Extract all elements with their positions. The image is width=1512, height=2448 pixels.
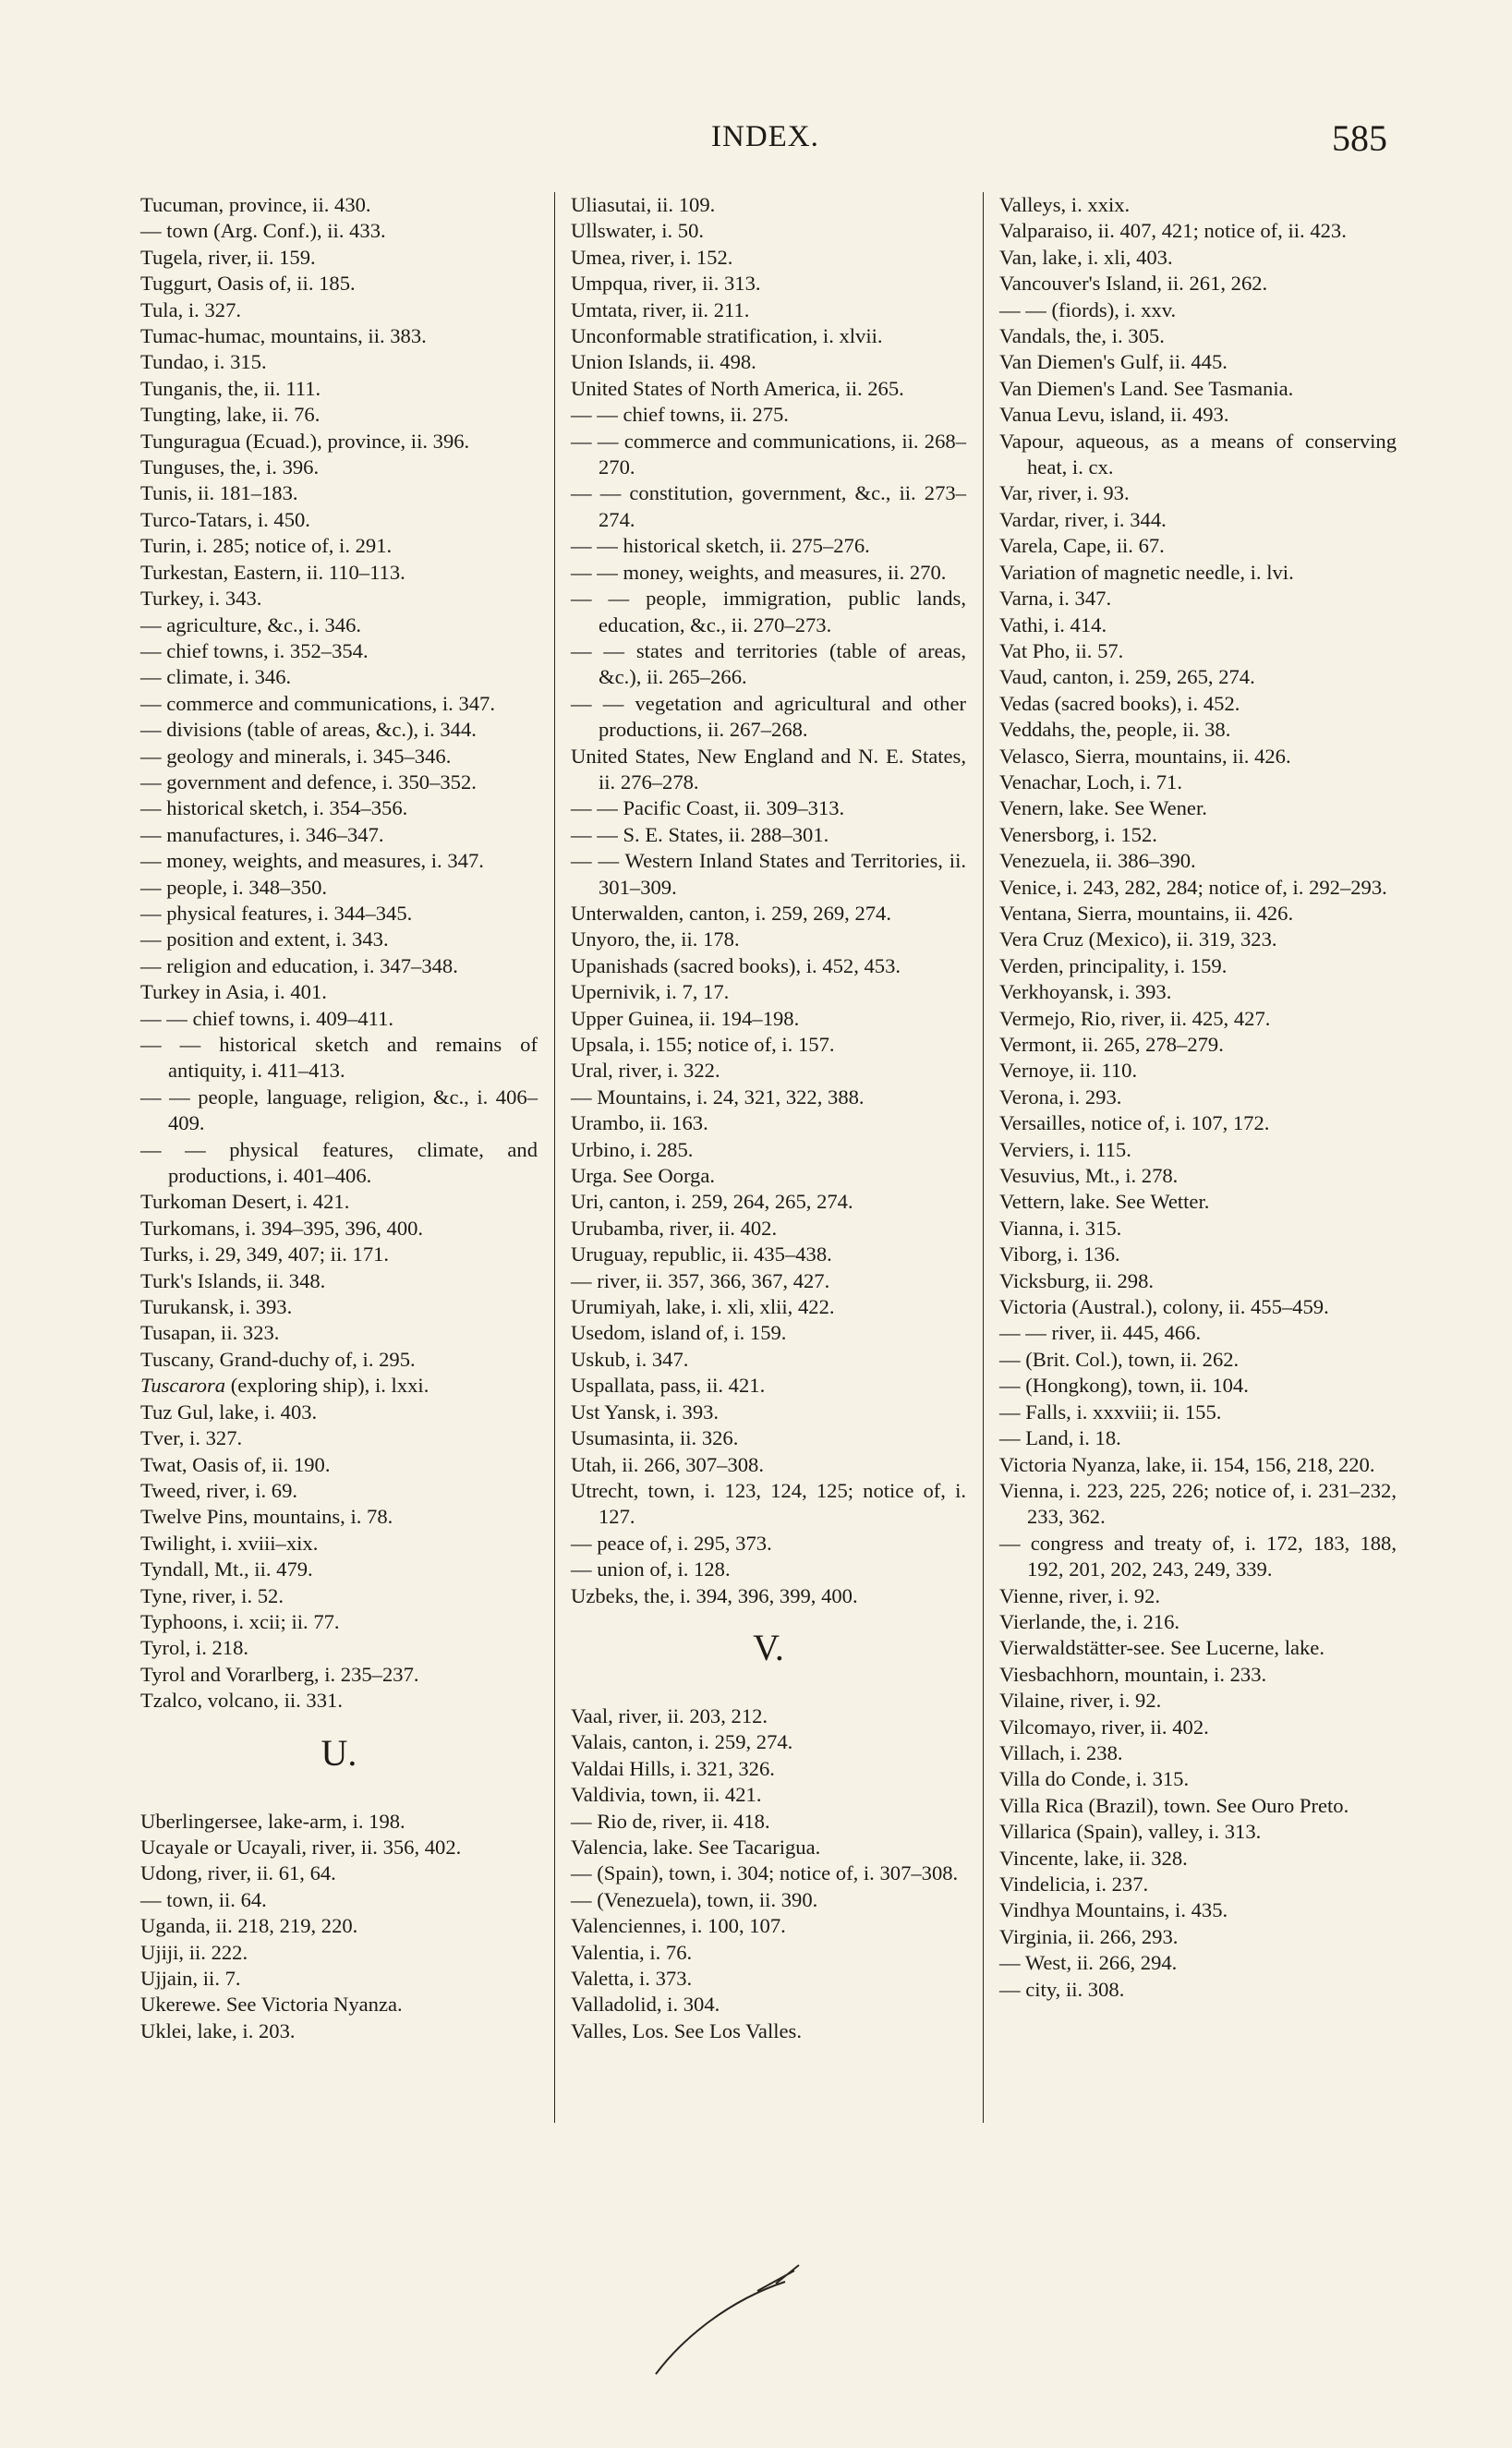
index-entry: Uklei, lake, i. 203. [140,2018,296,2042]
index-entry: — river, ii. 357, 366, 367, 427. [571,1268,830,1292]
index-entry: — physical features, i. 344–345. [140,901,413,925]
index-entry: — — historical sketch and remains of antiquity, i. 411–413. [140,1033,538,1083]
index-entry: Turco-Tatars, i. 450. [140,507,310,531]
index-entry: Tuggurt, Oasis of, ii. 185. [140,272,356,296]
index-entry: Tyndall, Mt., ii. 479. [140,1557,313,1582]
index-column-2 [571,192,966,2044]
index-entry: Vesuvius, Mt., i. 278. [999,1164,1179,1188]
index-entry: Umea, river, i. 152. [571,245,733,269]
index-entry: — — people, immigration, public lands, education, &c., ii. 270–273. [571,587,966,636]
index-entry: Vienne, river, i. 92. [999,1583,1161,1607]
index-entry: — — Pacific Coast, ii. 309–313. [571,796,845,820]
index-entry: Vaud, canton, i. 259, 265, 274. [999,665,1255,689]
index-entry: Tzalco, volcano, ii. 331. [140,1689,343,1713]
entry-list [999,192,1397,2003]
index-entry: Tver, i. 327. [140,1426,243,1450]
index-entry: Usumasinta, ii. 326. [571,1426,739,1450]
index-entry: Tunis, ii. 181–183. [140,481,298,505]
index-entry: Verden, principality, i. 159. [999,953,1228,977]
index-entry: Venersborg, i. 152. [999,822,1157,846]
index-entry: Vindhya Mountains, i. 435. [999,1898,1228,1922]
index-entry: Tusapan, ii. 323. [140,1321,280,1345]
index-entry: Valles, Los. See Los Valles. [571,2018,802,2042]
index-entry: Virginia, ii. 266, 293. [999,1924,1179,1948]
index-entry: Valetta, i. 373. [571,1967,693,1990]
index-entry: Van Diemen's Gulf, ii. 445. [999,350,1228,374]
index-entry: — Mountains, i. 24, 321, 322, 388. [571,1085,865,1109]
index-entry: — divisions (table of areas, &c.), i. 344. [140,718,477,742]
index-entry: Villa Rica (Brazil), town. See Ouro Preto. [999,1793,1349,1817]
index-entry: Vicksburg, ii. 298. [999,1268,1155,1292]
index-entry: — people, i. 348–350. [140,875,328,899]
letter-heading: V. [753,1626,784,1668]
index-entry: Varna, i. 347. [999,587,1112,611]
entry-list [571,192,966,1609]
index-column-3 [999,192,1397,2003]
index-entry: — geology and minerals, i. 345–346. [140,744,452,768]
index-entry: Turkestan, Eastern, ii. 110–113. [140,560,405,584]
index-entry: Vanua Levu, island, ii. 493. [999,403,1229,427]
index-entry: Upanishads (sacred books), i. 452, 453. [571,953,901,977]
index-entry: — Falls, i. xxxviii; ii. 155. [999,1400,1222,1424]
index-entry: Umtata, river, ii. 211. [571,297,750,321]
index-entry: Tyne, river, i. 52. [140,1583,284,1607]
index-entry: Urbino, i. 285. [571,1137,694,1161]
index-entry: United States of North America, ii. 265. [571,376,904,400]
index-entry: — government and defence, i. 350–352. [140,770,477,794]
index-entry: Typhoons, i. xcii; ii. 77. [140,1609,340,1633]
index-entry: Uberlingersee, lake-arm, i. 198. [140,1809,405,1833]
index-entry: Ural, river, i. 322. [571,1059,720,1083]
index-entry: Turkey, i. 343. [140,587,262,611]
index-entry: — peace of, i. 295, 373. [571,1531,772,1555]
index-entry: — — commerce and communications, ii. 268–270. [571,429,966,479]
index-entry: Twelve Pins, mountains, i. 78. [140,1505,393,1529]
index-entry: Tula, i. 327. [140,297,242,321]
index-entry: Urubamba, river, ii. 402. [571,1216,778,1240]
index-entry: Upernivik, i. 7, 17. [571,980,730,1004]
running-title: INDEX. [711,120,819,153]
index-entry: — — constitution, government, &c., ii. 273–274. [571,481,966,531]
index-entry: Van, lake, i. xli, 403. [999,245,1173,269]
index-entry: Vermejo, Rio, river, ii. 425, 427. [999,1006,1271,1030]
index-entry: — town (Arg. Conf.), ii. 433. [140,219,386,243]
index-entry: — — Western Inland States and Territories, ii. 301–309. [571,849,966,899]
index-entry: — agriculture, &c., i. 346. [140,612,362,636]
index-entry: — (Spain), town, i. 304; notice of, i. 307–308. [571,1861,959,1885]
index-entry: — — physical features, climate, and productions, i. 401–406. [140,1137,538,1188]
index-entry: Urga. See Oorga. [571,1164,716,1188]
entry-list [571,1703,966,2044]
index-entry: Uruguay, republic, ii. 435–438. [571,1242,832,1266]
index-entry: Venice, i. 243, 282, 284; notice of, i. 292–293. [999,875,1387,899]
index-entry: Vierlande, the, i. 216. [999,1609,1180,1633]
index-entry: Vat Pho, ii. 57. [999,638,1124,662]
index-entry: Vettern, lake. See Wetter. [999,1190,1210,1214]
index-entry: Ullswater, i. 50. [571,219,705,243]
index-entry: — — river, ii. 445, 466. [999,1321,1202,1345]
index-entry: Vaal, river, ii. 203, 212. [571,1703,768,1727]
index-entry: Uliasutai, ii. 109. [571,193,716,216]
index-entry: Ucayale or Ucayali, river, ii. 356, 402. [140,1835,462,1859]
index-entry: Velasco, Sierra, mountains, ii. 426. [999,744,1291,768]
index-entry: Ventana, Sierra, mountains, ii. 426. [999,901,1294,925]
index-entry: Tugela, river, ii. 159. [140,245,316,269]
index-entry: Tunganis, the, ii. 111. [140,376,321,400]
index-entry: Vedas (sacred books), i. 452. [999,691,1240,715]
index-entry: Valleys, i. xxix. [999,193,1131,216]
page-number: 585 [1332,117,1387,159]
index-entry: — town, ii. 64. [140,1887,267,1911]
entry-list [140,192,538,1715]
index-entry: Uzbeks, the, i. 394, 396, 399, 400. [571,1583,858,1607]
index-entry: Utrecht, town, i. 123, 124, 125; notice of, i. 127. [571,1478,966,1529]
index-entry: Var, river, i. 93. [999,481,1130,505]
index-entry: Vierwaldstätter-see. See Lucerne, lake. [999,1636,1325,1660]
index-entry: Versailles, notice of, i. 107, 172. [999,1111,1270,1135]
index-entry: Viesbachhorn, mountain, i. 233. [999,1662,1267,1686]
index-entry: Vandals, the, i. 305. [999,324,1165,348]
index-entry: Tundao, i. 315. [140,350,267,374]
index-entry: — — (fiords), i. xxv. [999,297,1177,321]
index-entry: Uri, canton, i. 259, 264, 265, 274. [571,1190,853,1214]
index-entry: Vianna, i. 315. [999,1216,1122,1240]
index-entry: Uspallata, pass, ii. 421. [571,1374,766,1398]
index-entry: — — chief towns, i. 409–411. [140,1006,394,1030]
index-entry: Ujjain, ii. 7. [140,1967,241,1990]
index-entry: Vardar, river, i. 344. [999,507,1167,531]
index-entry: — — vegetation and agricultural and other productions, ii. 267–268. [571,691,966,742]
index-entry: Tungting, lake, ii. 76. [140,403,321,427]
index-entry: Vindelicia, i. 237. [999,1872,1149,1896]
index-entry: Turin, i. 285; notice of, i. 291. [140,534,393,558]
index-entry: — (Brit. Col.), town, ii. 262. [999,1347,1240,1371]
index-entry: Vienna, i. 223, 225, 226; notice of, i. 231–232, 233, 362. [999,1478,1397,1529]
index-entry: Uganda, ii. 218, 219, 220. [140,1914,358,1938]
index-entry: Tucuman, province, ii. 430. [140,193,371,216]
index-entry: Urumiyah, lake, i. xli, xlii, 422. [571,1295,835,1319]
index-entry: Variation of magnetic needle, i. lvi. [999,560,1294,584]
index-entry: Turkoman Desert, i. 421. [140,1190,350,1214]
index-entry: Upsala, i. 155; notice of, i. 157. [571,1033,835,1056]
index-entry: Vapour, aqueous, as a means of conserving heat, i. cx. [999,429,1397,479]
index-entry: Vermont, ii. 265, 278–279. [999,1033,1224,1056]
index-entry: Turkey in Asia, i. 401. [140,980,327,1004]
index-entry: Twilight, i. xviii–xix. [140,1531,319,1555]
index-entry: Umpqua, river, ii. 313. [571,272,761,296]
index-entry: Tuscany, Grand-duchy of, i. 295. [140,1347,416,1371]
index-entry: Tumac-humac, mountains, ii. 383. [140,324,427,348]
index-entry: Victoria (Austral.), colony, ii. 455–459. [999,1295,1329,1319]
index-entry: Usedom, island of, i. 159. [571,1321,787,1345]
index-entry: — congress and treaty of, i. 172, 183, 188, 192, 201, 202, 243, 249, 339. [999,1531,1397,1582]
index-entry: Van Diemen's Land. See Tasmania. [999,376,1294,400]
index-entry: Unyoro, the, ii. 178. [571,927,740,951]
index-entry: Vilcomayo, river, ii. 402. [999,1715,1209,1739]
column-divider-left [554,192,555,2123]
index-entry: — historical sketch, i. 354–356. [140,796,408,820]
index-entry: — Rio de, river, ii. 418. [571,1809,770,1833]
index-entry: Vancouver's Island, ii. 261, 262. [999,272,1268,296]
index-entry: Vincente, lake, ii. 328. [999,1846,1188,1870]
index-entry: Turk's Islands, ii. 348. [140,1268,326,1292]
letter-heading: U. [321,1731,357,1774]
index-entry: Tuz Gul, lake, i. 403. [140,1400,318,1424]
index-entry: Ukerewe. See Victoria Nyanza. [140,1993,403,2017]
index-entry: — Land, i. 18. [999,1426,1121,1450]
index-entry: Vera Cruz (Mexico), ii. 319, 323. [999,927,1277,951]
index-entry: — — people, language, religion, &c., i. 406–409. [140,1085,538,1135]
column-divider-right [983,192,984,2123]
index-entry: Tyrol, i. 218. [140,1636,249,1660]
index-entry: Verkhoyansk, i. 393. [999,980,1172,1004]
index-entry: Utah, ii. 266, 307–308. [571,1452,764,1476]
index-entry: Union Islands, ii. 498. [571,350,756,374]
index-entry: Unconformable stratification, i. xlvii. [571,324,883,348]
index-entry: Tyrol and Vorarlberg, i. 235–237. [140,1662,419,1686]
index-entry: United States, New England and N. E. States, ii. 276–278. [571,744,966,794]
index-entry: — money, weights, and measures, i. 347. [140,849,484,873]
index-entry: Venern, lake. See Wener. [999,796,1207,820]
index-entry: Ujiji, ii. 222. [140,1940,248,1964]
index-entry: Valais, canton, i. 259, 274. [571,1730,793,1754]
index-entry: Verviers, i. 115. [999,1137,1131,1161]
index-entry: Uskub, i. 347. [571,1347,689,1371]
index-entry: Villa do Conde, i. 315. [999,1767,1190,1791]
index-entry: Tunguragua (Ecuad.), province, ii. 396. [140,429,470,453]
index-entry: — commerce and communications, i. 347. [140,691,495,715]
index-entry: Victoria Nyanza, lake, ii. 154, 156, 218, 220. [999,1452,1375,1476]
index-entry: Valladolid, i. 304. [571,1993,720,2017]
index-entry: — (Hongkong), town, ii. 104. [999,1374,1249,1398]
index-entry: Upper Guinea, ii. 194–198. [571,1006,800,1030]
index-entry: — city, ii. 308. [999,1977,1125,2001]
index-entry: Urambo, ii. 163. [571,1111,708,1135]
index-entry: Udong, river, ii. 61, 64. [140,1861,336,1885]
index-entry: Venachar, Loch, i. 71. [999,770,1182,794]
index-entry: — — states and territories (table of areas, &c.), ii. 265–266. [571,638,966,689]
index-entry: Valencia, lake. See Tacarigua. [571,1835,821,1859]
index-entry: — — chief towns, ii. 275. [571,403,789,427]
index-entry: Unterwalden, canton, i. 259, 269, 274. [571,901,891,925]
index-entry: Vernoye, ii. 110. [999,1059,1138,1083]
index-entry: Veddahs, the, people, ii. 38. [999,718,1231,742]
index-entry: — — money, weights, and measures, ii. 270. [571,560,947,584]
page-header [0,117,1512,166]
index-entry: Twat, Oasis of, ii. 190. [140,1452,331,1476]
index-entry: Varela, Cape, ii. 67. [999,534,1165,558]
index-entry: — West, ii. 266, 294. [999,1951,1178,1975]
index-entry: — — S. E. States, ii. 288–301. [571,822,829,846]
index-entry: Villarica (Spain), valley, i. 313. [999,1820,1262,1844]
index-entry: Tweed, river, i. 69. [140,1478,298,1502]
index-entry: Valparaiso, ii. 407, 421; notice of, ii. 423. [999,219,1347,243]
index-entry: Valenciennes, i. 100, 107. [571,1914,786,1938]
index-entry: — position and extent, i. 343. [140,927,389,951]
index-entry: Valentia, i. 76. [571,1940,693,1964]
index-entry: Villach, i. 238. [999,1740,1123,1764]
index-entry: Turks, i. 29, 349, 407; ii. 171. [140,1242,390,1266]
index-entry: — union of, i. 128. [571,1557,731,1582]
index-entry: Valdai Hills, i. 321, 326. [571,1756,775,1780]
entry-list [140,1809,538,2045]
index-entry: Turukansk, i. 393. [140,1295,293,1319]
index-entry: Venezuela, ii. 386–390. [999,849,1196,873]
index-entry: Tunguses, the, i. 396. [140,455,320,479]
index-column-1 [140,192,538,2044]
index-entry: — — historical sketch, ii. 275–276. [571,534,870,558]
index-entry: Tuscarora (exploring ship), i. lxxi. [140,1374,429,1398]
index-entry: — climate, i. 346. [140,665,292,689]
index-entry: — manufactures, i. 346–347. [140,822,384,846]
pen-mark [647,2263,804,2383]
index-entry: Verona, i. 293. [999,1085,1122,1109]
index-entry: — (Venezuela), town, ii. 390. [571,1887,818,1911]
index-entry: — religion and education, i. 347–348. [140,953,458,977]
index-entry: Vathi, i. 414. [999,612,1107,636]
index-entry: Viborg, i. 136. [999,1242,1120,1266]
index-entry: Turkomans, i. 394–395, 396, 400. [140,1216,424,1240]
index-entry: Vilaine, river, i. 92. [999,1689,1162,1713]
index-entry: Valdivia, town, ii. 421. [571,1783,762,1807]
index-entry: Ust Yansk, i. 393. [571,1400,720,1424]
index-entry: — chief towns, i. 352–354. [140,638,369,662]
